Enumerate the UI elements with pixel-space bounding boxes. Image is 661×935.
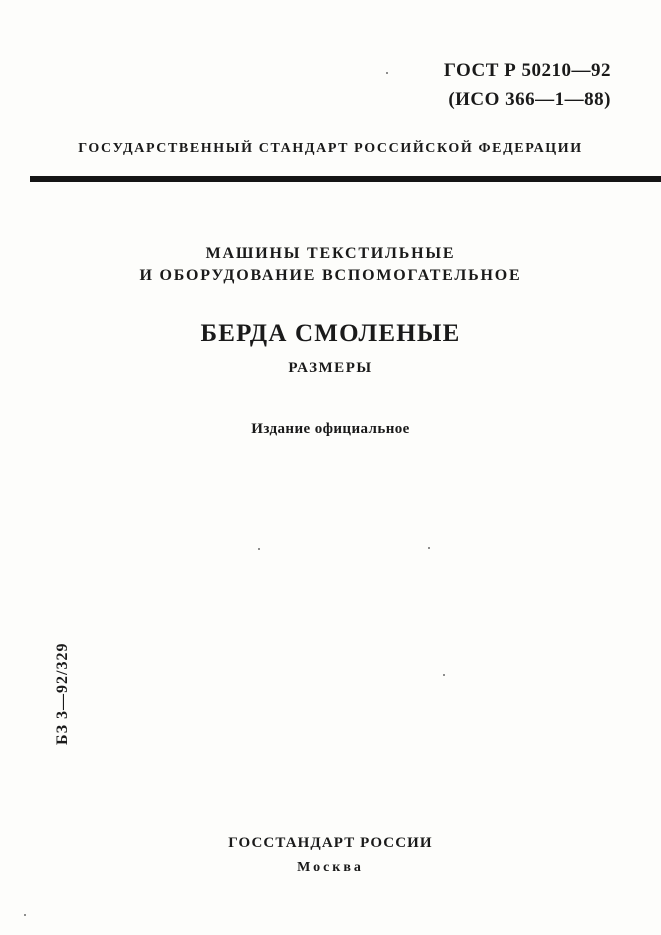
publisher-name: ГОССТАНДАРТ РОССИИ (228, 835, 433, 851)
side-registration-code: БЗ 3—92/329 (54, 642, 71, 745)
category-line-1: МАШИНЫ ТЕКСТИЛЬНЫЕ (205, 245, 456, 262)
scan-speck (443, 674, 445, 676)
gost-number: ГОСТ Р 50210—92 (443, 60, 611, 81)
scan-speck (428, 547, 430, 549)
scan-speck (24, 914, 26, 916)
standard-header: ГОСУДАРСТВЕННЫЙ СТАНДАРТ РОССИЙСКОЙ ФЕДЕРАЦИИ (78, 141, 583, 156)
category-block (0, 243, 661, 287)
publisher-city: Москва (297, 860, 364, 875)
scan-speck (386, 72, 388, 74)
header-divider (30, 176, 661, 182)
scan-speck (258, 548, 260, 550)
edition-note: Издание официальное (251, 421, 410, 437)
document-subtitle: РАЗМЕРЫ (288, 360, 373, 376)
iso-number: (ИСО 366—1—88) (448, 89, 611, 110)
category-line-2: И ОБОРУДОВАНИЕ ВСПОМОГАТЕЛЬНОЕ (139, 267, 522, 284)
document-title: БЕРДА СМОЛЕНЫЕ (200, 320, 461, 347)
